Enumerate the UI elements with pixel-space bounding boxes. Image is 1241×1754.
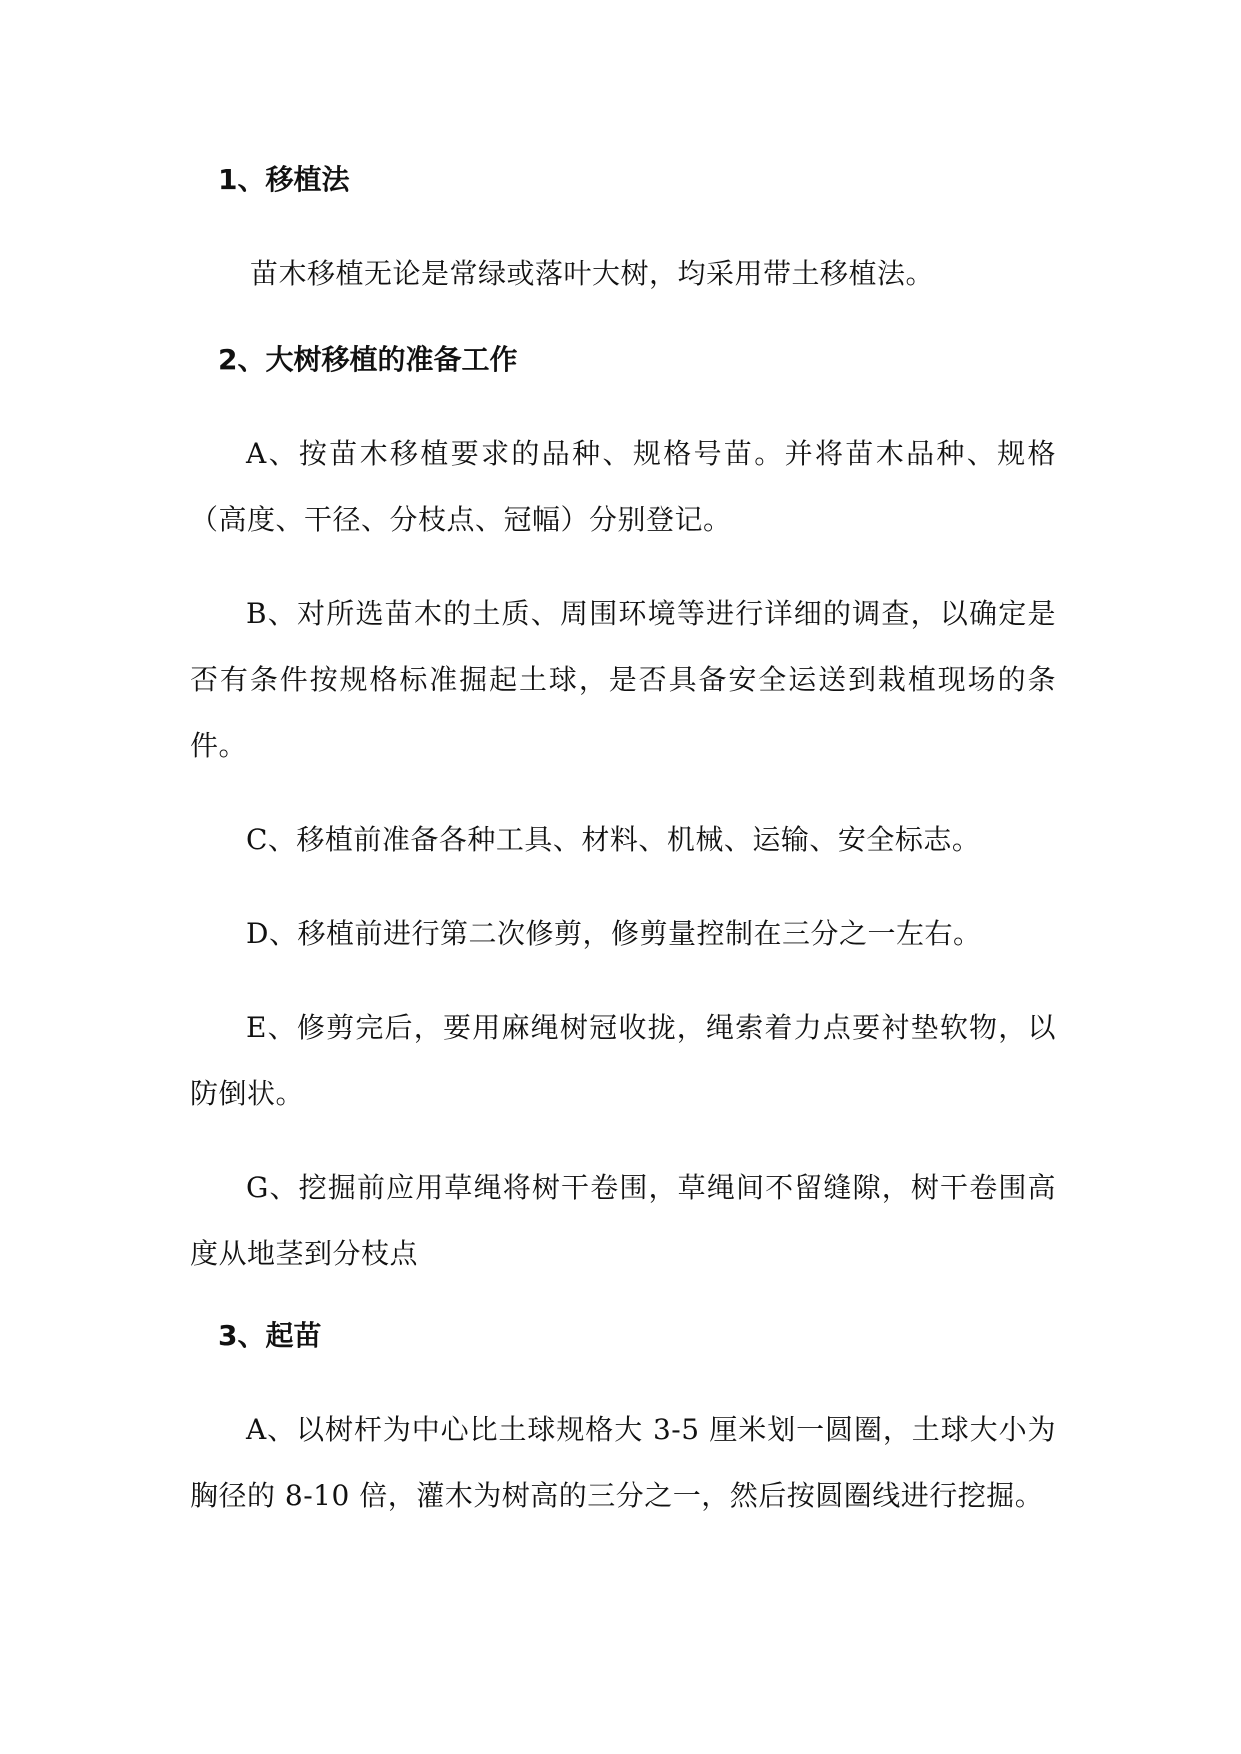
paragraph: G、挖掘前应用草绳将树干卷围，草绳间不留缝隙，树干卷围高度从地茎到分枝点 xyxy=(190,1171,1056,1270)
section-heading-1: 1、移植法 xyxy=(218,163,350,196)
paragraph: C、移植前准备各种工具、材料、机械、运输、安全标志。 xyxy=(246,823,981,856)
paragraph: B、对所选苗木的土质、周围环境等进行详细的调查，以确定是否有条件按规格标准掘起土球，是否具备安全运送到栽植现场的条件。 xyxy=(190,597,1056,762)
section-heading-2: 2、大树移植的准备工作 xyxy=(218,343,518,376)
paragraph: A、以树杆为中心比土球规格大 3-5 厘米划一圆圈，土球大小为胸径的 8-10 倍，灌木为树高的三分之一，然后按圆圈线进行挖掘。 xyxy=(190,1413,1056,1512)
paragraph: D、移植前进行第二次修剪，修剪量控制在三分之一左右。 xyxy=(246,917,982,950)
document-body xyxy=(190,155,1056,1557)
paragraph: E、修剪完后，要用麻绳树冠收拢，绳索着力点要衬垫软物，以防倒状。 xyxy=(190,1011,1056,1110)
section-heading-3: 3、起苗 xyxy=(218,1319,322,1352)
paragraph: 苗木移植无论是常绿或落叶大树，均采用带土移植法。 xyxy=(250,257,935,290)
paragraph: A、按苗木移植要求的品种、规格号苗。并将苗木品种、规格（高度、干径、分枝点、冠幅）分别登记。 xyxy=(190,437,1056,536)
